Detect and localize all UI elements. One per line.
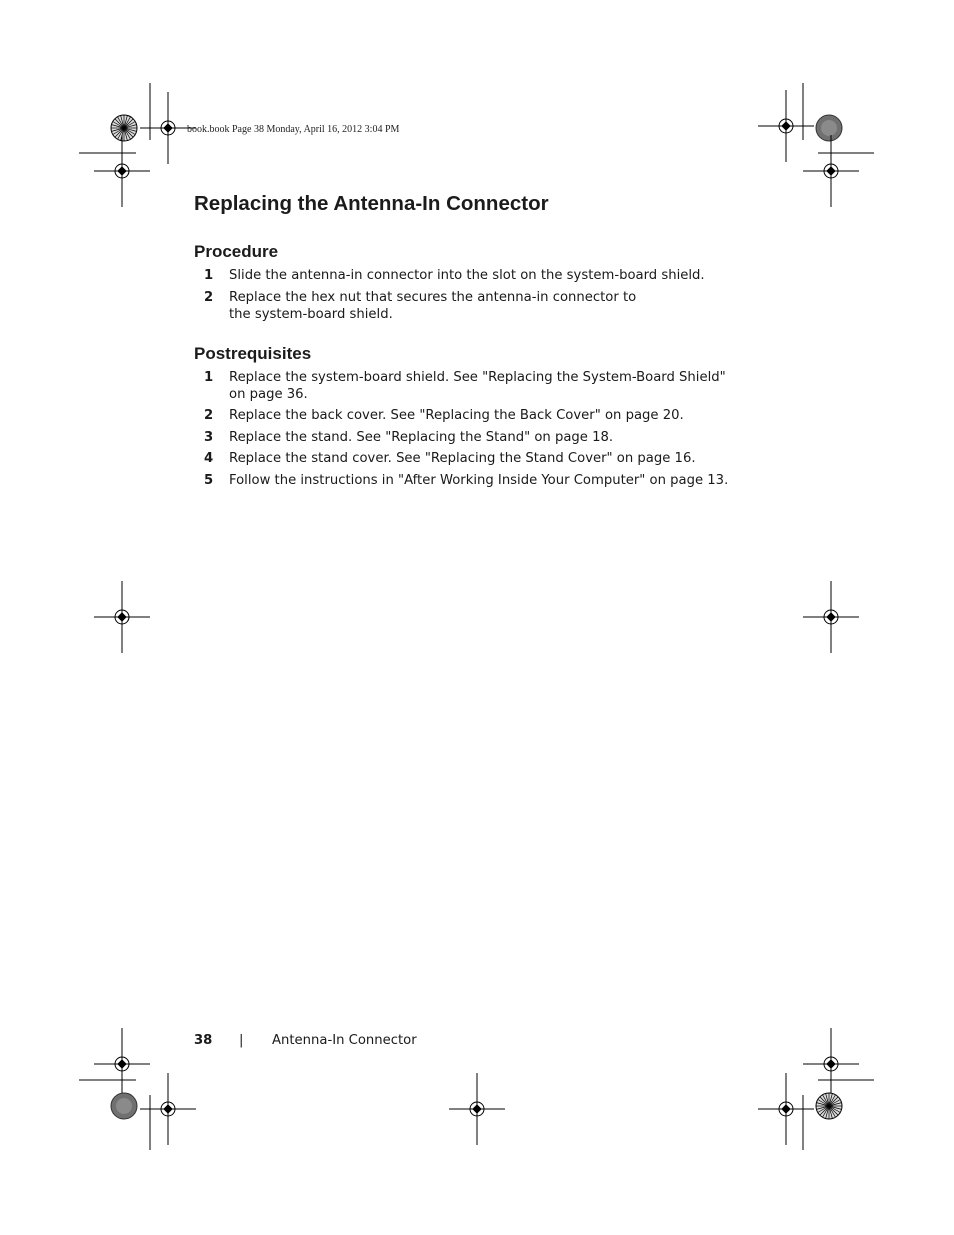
print-header: book.book Page 38 Monday, April 16, 2012 3:04 PM [187, 124, 400, 135]
registration-target-center [827, 1060, 835, 1068]
registration-target-center [473, 1105, 481, 1113]
list-item [194, 429, 739, 446]
list-item [194, 267, 739, 284]
registration-target-center [164, 1105, 172, 1113]
list-item [194, 407, 739, 424]
list-item [194, 472, 739, 489]
registration-target-center [118, 167, 126, 175]
footer-separator: | [239, 1033, 244, 1048]
registration-target-center [782, 1105, 790, 1113]
list-item [194, 450, 739, 467]
step-number: 4 [204, 451, 214, 467]
registration-target-center [118, 613, 126, 621]
color-disc-inner [821, 120, 837, 136]
step-number: 5 [204, 472, 214, 488]
step-text: Replace the back cover. See "Replacing the Back Cover" on page 20. [229, 408, 684, 424]
step-text: Replace the hex nut that secures the antenna-in connector to the system-board shield. [229, 289, 637, 322]
postrequisites-steps [194, 369, 739, 489]
registration-target-center [118, 1060, 126, 1068]
step-number: 1 [204, 268, 214, 283]
step-number: 1 [204, 369, 214, 385]
step-text: Replace the system-board shield. See "Replacing the System-Board Shield" on page 36. [229, 369, 726, 402]
page-content [194, 190, 739, 494]
procedure-heading: Procedure [194, 242, 279, 261]
page-footer [194, 1032, 417, 1049]
step-number: 3 [204, 429, 214, 445]
registration-target-center [827, 167, 835, 175]
registration-target-center [164, 124, 172, 132]
step-text: Replace the stand cover. See "Replacing the Stand Cover" on page 16. [229, 451, 696, 467]
list-item [194, 289, 739, 323]
color-disc-inner [116, 1098, 132, 1114]
step-number: 2 [204, 289, 214, 305]
registration-target-center [782, 122, 790, 130]
postrequisites-heading: Postrequisites [194, 343, 312, 363]
registration-target-center [827, 613, 835, 621]
list-item [194, 369, 739, 403]
step-text: Slide the antenna-in connector into the slot on the system-board shield. [229, 268, 705, 283]
chapter-title: Replacing the Antenna-In Connector [194, 192, 549, 215]
footer-section-title: Antenna-In Connector [272, 1033, 417, 1048]
step-text: Replace the stand. See "Replacing the Stand" on page 18. [229, 429, 614, 445]
procedure-steps [194, 267, 739, 323]
step-text: Follow the instructions in "After Working Inside Your Computer" on page 13. [229, 472, 729, 488]
step-number: 2 [204, 408, 214, 424]
page-number: 38 [194, 1033, 213, 1048]
